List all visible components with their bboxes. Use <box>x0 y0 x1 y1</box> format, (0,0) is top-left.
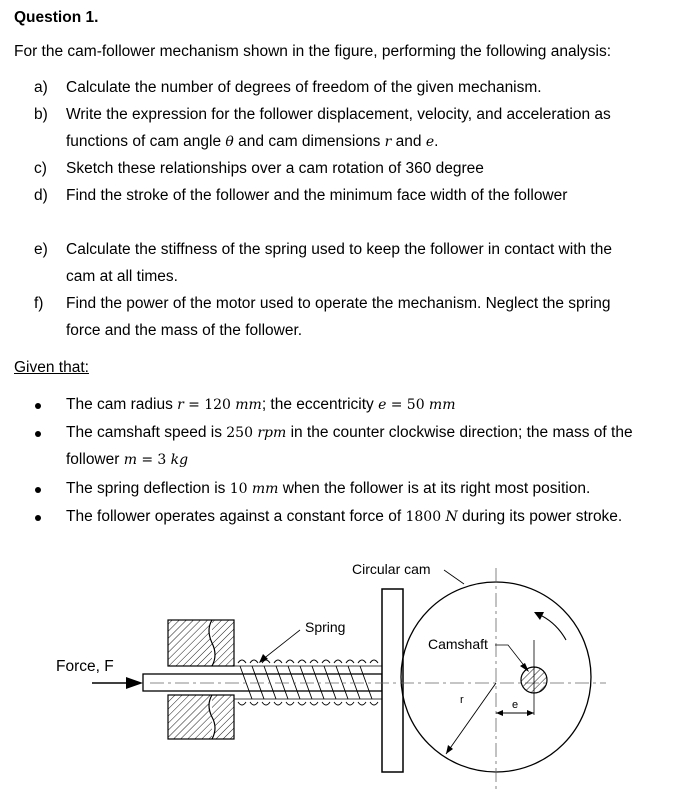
camshaft <box>521 667 547 693</box>
spring-label: Spring <box>305 619 346 635</box>
rotation-arrow <box>538 614 566 640</box>
question-title: Question 1. <box>14 9 99 26</box>
given-cam-radius: The cam radius r = 120 mm; the eccentricity e = 50 mm <box>66 396 456 413</box>
given-heading: Given that: <box>14 359 89 376</box>
radius-line <box>446 683 496 754</box>
item-f-text-line2: force and the mass of the follower. <box>66 322 303 339</box>
question-intro: For the cam-follower mechanism shown in the figure, performing the following analysis: <box>14 43 612 60</box>
follower-face <box>382 589 403 772</box>
force-arrowhead-icon <box>126 677 143 689</box>
item-e-text-line2: cam at all times. <box>66 268 178 285</box>
item-b-text-line2: functions of cam angle θ and cam dimensions r and e. <box>66 133 439 150</box>
item-d-text: Find the stroke of the follower and the minimum face width of the follower <box>66 187 568 204</box>
r-label: r <box>460 694 464 706</box>
item-b-label: b) <box>34 106 48 123</box>
upper-guide-block <box>168 620 234 666</box>
item-e-text-line1: Calculate the stiffness of the spring used to keep the follower in contact with the <box>66 241 612 258</box>
e-label: e <box>511 699 519 711</box>
camshaft-label: Camshaft <box>428 636 488 652</box>
item-d-label: d) <box>34 187 48 204</box>
theta-symbol: θ <box>225 134 234 150</box>
camshaft-leader <box>495 645 526 668</box>
item-a-label: a) <box>34 79 48 96</box>
given-camshaft-speed: The camshaft speed is 250 rpm in the counter clockwise direction; the mass of the <box>66 424 633 441</box>
arrowhead-icon <box>527 710 534 716</box>
force-label: Force, F <box>56 658 114 675</box>
spring-leader <box>262 630 300 660</box>
given-spring-deflection: The spring deflection is 10 mm when the follower is at its right most position. <box>66 480 591 497</box>
circular-cam-leader <box>444 570 464 584</box>
arrowhead-icon <box>446 745 453 754</box>
item-f-text-line1: Find the power of the motor used to operate the mechanism. Neglect the spring <box>66 295 611 312</box>
given-constant-force: The follower operates against a constant force of 1800 N during its power stroke. <box>66 508 623 525</box>
arrowhead-icon <box>496 710 503 716</box>
item-c-text: Sketch these relationships over a cam rotation of 360 degree <box>66 160 484 177</box>
item-a-text: Calculate the number of degrees of freedom of the given mechanism. <box>66 79 542 96</box>
item-c-label: c) <box>34 160 47 177</box>
lower-guide-block <box>168 695 234 739</box>
item-f-label: f) <box>34 295 44 312</box>
item-e-label: e) <box>34 241 48 258</box>
given-follower-mass: follower m = 3 kg <box>66 451 189 468</box>
follower-rod <box>143 674 382 691</box>
circular-cam-label: Circular cam <box>352 561 431 577</box>
item-b-text-line1: Write the expression for the follower displacement, velocity, and acceleration as <box>66 106 611 123</box>
